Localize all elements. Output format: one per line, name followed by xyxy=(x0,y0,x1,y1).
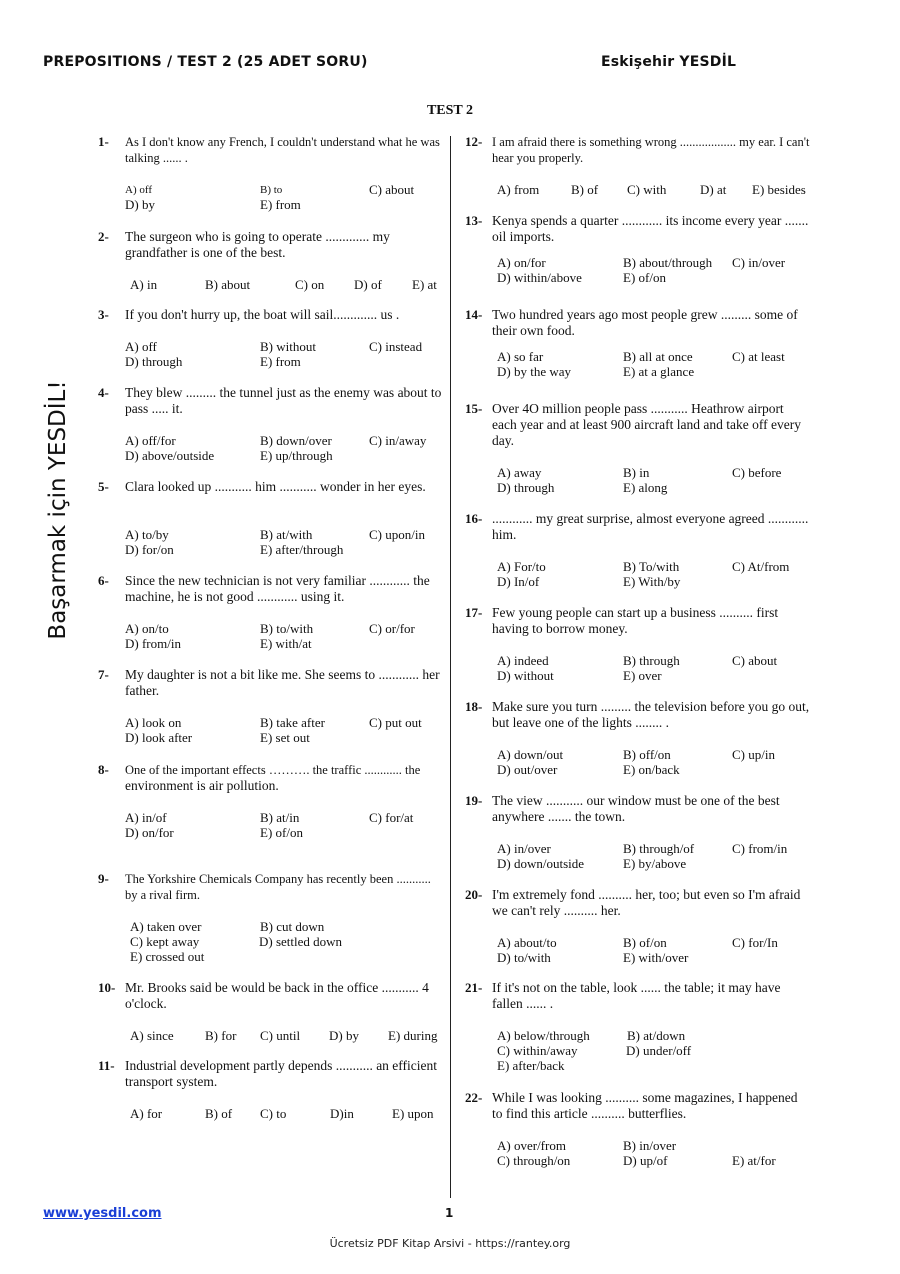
question-number: 16- xyxy=(465,511,483,526)
answer-option-e[interactable]: E) after/back xyxy=(497,1058,565,1073)
question-text: I'm extremely fond .......... her, too; but even so I'm afraid we can't rely .......... her. xyxy=(492,887,801,918)
question-text: Two hundred years ago most people grew ......... some of their own food. xyxy=(492,307,798,338)
answer-option-c[interactable]: C) from/in xyxy=(732,841,788,856)
answer-option-c[interactable]: C) for/In xyxy=(732,935,778,950)
question-text: Since the new technician is not very familiar ............ the machine, he is not good ............ using it. xyxy=(125,573,430,604)
answer-option-a[interactable]: A) on/for xyxy=(497,255,546,270)
answer-option-d[interactable]: D) up/of xyxy=(623,1153,668,1168)
answer-option-b[interactable]: B) to/with xyxy=(260,621,314,636)
answer-option-e[interactable]: E) at/for xyxy=(732,1153,776,1168)
answer-option-d[interactable]: D) settled down xyxy=(259,934,343,949)
answer-option-c[interactable]: C) in/away xyxy=(369,433,427,448)
question-text: Kenya spends a quarter ............ its income every year ....... oil imports. xyxy=(492,213,809,244)
answer-option-c[interactable]: C) at least xyxy=(732,349,785,364)
answer-option-e[interactable]: E) from xyxy=(260,197,301,212)
answer-option-b[interactable]: B) for xyxy=(205,1028,237,1043)
test-title: TEST 2 xyxy=(426,103,474,118)
answer-option-d[interactable]: D) without xyxy=(497,668,554,683)
answer-option-c[interactable]: C) about xyxy=(732,653,778,668)
question-10 xyxy=(98,980,443,1043)
answer-option-e[interactable]: E) by/above xyxy=(623,856,687,871)
answer-option-b[interactable]: B) in xyxy=(623,465,650,480)
answer-option-c[interactable]: C) instead xyxy=(369,339,423,354)
answer-option-b[interactable]: B) off/on xyxy=(623,747,671,762)
question-text: As I don't know any French, I couldn't understand what he was talking ...... . xyxy=(125,135,440,165)
answer-option-d[interactable]: D) from/in xyxy=(125,636,181,651)
answer-option-c[interactable]: C) put out xyxy=(369,715,422,730)
question-1 xyxy=(98,134,443,212)
answer-option-c[interactable]: C) in/over xyxy=(732,255,786,270)
question-13 xyxy=(465,213,810,285)
website-link[interactable]: www.yesdil.com xyxy=(43,1206,162,1221)
answer-option-c[interactable]: C) before xyxy=(732,465,782,480)
question-20 xyxy=(465,887,810,965)
answer-option-e[interactable]: E) upon xyxy=(392,1106,434,1121)
question-text: One of the important effects ………. the traffic ............ the xyxy=(125,763,421,777)
answer-option-d[interactable]: D) through xyxy=(497,480,555,495)
question-number: 21- xyxy=(465,980,483,995)
answer-option-e[interactable]: E) with/over xyxy=(623,950,689,965)
answer-option-b[interactable]: B) of xyxy=(205,1106,233,1121)
answer-option-c[interactable]: C) until xyxy=(260,1028,301,1043)
question-number: 19- xyxy=(465,793,483,808)
answer-option-e[interactable]: E) at a glance xyxy=(623,364,695,379)
answer-option-a[interactable]: A) taken over xyxy=(130,919,202,934)
document-header-title: PREPOSITIONS / TEST 2 (25 ADET SORU) xyxy=(43,54,368,70)
answer-option-e[interactable]: E) with/at xyxy=(260,636,312,651)
question-text: Few young people can start up a business .......... first having to borrow money. xyxy=(492,605,779,636)
answer-option-b[interactable]: B) to xyxy=(260,184,283,196)
question-4 xyxy=(98,385,443,463)
answer-option-b[interactable]: B) at/in xyxy=(260,810,300,825)
answer-option-e[interactable]: E) set out xyxy=(260,730,310,745)
question-8 xyxy=(98,762,443,840)
answer-option-b[interactable]: B) take after xyxy=(260,715,325,730)
question-number: 15- xyxy=(465,401,483,416)
question-number: 17- xyxy=(465,605,483,620)
question-number: 6- xyxy=(98,573,109,588)
answer-option-b[interactable]: B) down/over xyxy=(260,433,332,448)
question-text: Mr. Brooks said be would be back in the office ........... 4 o'clock. xyxy=(125,980,429,1011)
answer-option-c[interactable]: C) kept away xyxy=(130,934,200,949)
answer-option-a[interactable]: A) indeed xyxy=(497,653,549,668)
answer-option-e[interactable]: E) during xyxy=(388,1028,438,1043)
question-text: I am afraid there is something wrong .................. my ear. I can't hear you properly. xyxy=(492,135,810,165)
answer-option-e[interactable]: E) at xyxy=(412,277,437,292)
question-text: My daughter is not a bit like me. She seems to ............ her father. xyxy=(125,667,440,698)
answer-option-d[interactable]: D) for/on xyxy=(125,542,174,557)
question-text: If you don't hurry up, the boat will sail............. us . xyxy=(125,307,400,322)
answer-option-e[interactable]: E) of/on xyxy=(260,825,303,840)
answer-option-b[interactable]: B) through xyxy=(623,653,680,668)
answer-option-b[interactable]: B) To/with xyxy=(623,559,680,574)
answer-option-c[interactable]: C) At/from xyxy=(732,559,790,574)
answer-option-d[interactable]: D) out/over xyxy=(497,762,558,777)
document-header-publisher: Eskişehir YESDİL xyxy=(601,54,737,70)
answer-option-e[interactable]: E) on/back xyxy=(623,762,680,777)
question-number: 10- xyxy=(98,980,116,995)
answer-option-c[interactable]: C) for/at xyxy=(369,810,414,825)
question-3 xyxy=(98,307,443,369)
answer-option-b[interactable]: B) about/through xyxy=(623,255,713,270)
answer-option-b[interactable]: B) of/on xyxy=(623,935,667,950)
question-12 xyxy=(465,134,810,197)
answer-option-e[interactable]: E) crossed out xyxy=(130,949,205,964)
answer-option-e[interactable]: E) of/on xyxy=(623,270,666,285)
question-text: Clara looked up ........... him ........... wonder in her eyes. xyxy=(125,479,426,494)
answer-option-a[interactable]: A) below/through xyxy=(497,1028,590,1043)
question-21 xyxy=(465,980,810,1073)
answer-option-d[interactable]: D) at xyxy=(700,182,727,197)
question-text: Make sure you turn ......... the television before you go out, but leave one of the lights ........ . xyxy=(492,699,810,730)
question-text: While I was looking .......... some magazines, I happened to find this article .......... butterflies. xyxy=(492,1090,798,1121)
answer-option-d[interactable]: D) of xyxy=(354,277,382,292)
question-text: Industrial development partly depends ........... an efficient transport system. xyxy=(125,1058,438,1089)
question-text-continued: environment is air pollution. xyxy=(125,778,279,793)
answer-option-c[interactable]: C) with xyxy=(627,182,667,197)
question-number: 11- xyxy=(98,1058,115,1073)
page-number: 1 xyxy=(445,1206,454,1220)
question-text: Over 4O million people pass ........... Heathrow airport each year and at least 900 aircraft land and take off every day. xyxy=(492,401,801,448)
question-11 xyxy=(98,1058,443,1121)
answer-option-a[interactable]: A) off xyxy=(125,184,152,196)
question-6 xyxy=(98,573,443,651)
question-text: The surgeon who is going to operate ............. my grandfather is one of the best. xyxy=(125,229,390,260)
answer-option-d[interactable]: D) to/with xyxy=(497,950,551,965)
answer-option-a[interactable]: A) on/to xyxy=(125,621,169,636)
answer-option-a[interactable]: A) away xyxy=(497,465,542,480)
question-14 xyxy=(465,307,810,379)
question-5 xyxy=(98,479,443,557)
question-number: 1- xyxy=(98,134,109,149)
answer-option-e[interactable]: E) along xyxy=(623,480,668,495)
question-number: 20- xyxy=(465,887,483,902)
answer-option-b[interactable]: B) at/with xyxy=(260,527,313,542)
answer-option-a[interactable]: A) from xyxy=(497,182,540,197)
answer-option-a[interactable]: A) down/out xyxy=(497,747,564,762)
question-text: The view ........... our window must be one of the best anywhere ....... the town. xyxy=(492,793,780,824)
answer-option-d[interactable]: D) by the way xyxy=(497,364,572,379)
answer-option-e[interactable]: E) over xyxy=(623,668,662,683)
question-text: They blew ......... the tunnel just as the enemy was about to pass ..... it. xyxy=(125,385,442,416)
question-2 xyxy=(98,229,443,292)
answer-option-b[interactable]: B) cut down xyxy=(260,919,325,934)
question-number: 12- xyxy=(465,134,483,149)
answer-option-c[interactable]: C) upon/in xyxy=(369,527,425,542)
answer-option-d[interactable]: D) within/above xyxy=(497,270,582,285)
answer-option-a[interactable]: A) in/over xyxy=(497,841,551,856)
question-16 xyxy=(465,511,810,589)
answer-option-d[interactable]: D) on/for xyxy=(125,825,174,840)
answer-option-e[interactable]: E) up/through xyxy=(260,448,333,463)
footer-note: Ücretsiz PDF Kitap Arsivi - https://rantey.org xyxy=(329,1237,571,1250)
answer-option-b[interactable]: B) through/of xyxy=(623,841,695,856)
answer-option-a[interactable]: A) about/to xyxy=(497,935,557,950)
question-number: 14- xyxy=(465,307,483,322)
answer-option-a[interactable]: A) for xyxy=(130,1106,163,1121)
answer-option-c[interactable]: C) or/for xyxy=(369,621,415,636)
answer-option-e[interactable]: E) after/through xyxy=(260,542,344,557)
answer-option-e[interactable]: E) from xyxy=(260,354,301,369)
question-number: 22- xyxy=(465,1090,483,1105)
answer-option-b[interactable]: B) of xyxy=(571,182,599,197)
answer-option-d[interactable]: D) look after xyxy=(125,730,193,745)
answer-option-a[interactable]: A) to/by xyxy=(125,527,169,542)
question-9 xyxy=(98,871,443,964)
column-divider xyxy=(450,136,451,1198)
question-22 xyxy=(465,1090,810,1168)
question-17 xyxy=(465,605,810,683)
answer-option-c[interactable]: C) within/away xyxy=(497,1043,578,1058)
question-number: 5- xyxy=(98,479,109,494)
answer-option-a[interactable]: A) For/to xyxy=(497,559,546,574)
answer-option-d[interactable]: D)in xyxy=(330,1106,354,1121)
answer-option-c[interactable]: C) up/in xyxy=(732,747,775,762)
answer-option-d[interactable]: D) by xyxy=(329,1028,359,1043)
question-15 xyxy=(465,401,810,495)
answer-option-b[interactable]: B) about xyxy=(205,277,251,292)
answer-option-c[interactable]: C) through/on xyxy=(497,1153,571,1168)
question-text: If it's not on the table, look ...... the table; it may have fallen ...... . xyxy=(492,980,781,1011)
answer-option-b[interactable]: B) in/over xyxy=(623,1138,677,1153)
question-number: 3- xyxy=(98,307,109,322)
answer-option-b[interactable]: B) all at once xyxy=(623,349,693,364)
answer-option-a[interactable]: A) off/for xyxy=(125,433,176,448)
question-number: 4- xyxy=(98,385,109,400)
answer-option-d[interactable]: D) under/off xyxy=(626,1043,692,1058)
answer-option-a[interactable]: A) in/of xyxy=(125,810,167,825)
answer-option-a[interactable]: A) over/from xyxy=(497,1138,566,1153)
side-slogan-text: Başarmak için YESDİL! xyxy=(45,380,71,640)
question-number: 8- xyxy=(98,762,109,777)
question-text: ............ my great surprise, almost everyone agreed ............ him. xyxy=(492,511,809,542)
answer-option-d[interactable]: D) In/of xyxy=(497,574,540,589)
answer-option-d[interactable]: D) above/outside xyxy=(125,448,215,463)
answer-option-a[interactable]: A) off xyxy=(125,339,157,354)
answer-option-d[interactable]: D) through xyxy=(125,354,183,369)
question-number: 7- xyxy=(98,667,109,682)
answer-option-d[interactable]: D) down/outside xyxy=(497,856,585,871)
question-number: 9- xyxy=(98,871,109,886)
question-7 xyxy=(98,667,443,745)
answer-option-a[interactable]: A) so far xyxy=(497,349,544,364)
question-text: The Yorkshire Chemicals Company has recently been ........... by a rival firm. xyxy=(125,872,431,902)
answer-option-e[interactable]: E) With/by xyxy=(623,574,681,589)
answer-option-a[interactable]: A) look on xyxy=(125,715,182,730)
answer-option-d[interactable]: D) by xyxy=(125,197,155,212)
answer-option-e[interactable]: E) besides xyxy=(752,182,806,197)
question-number: 2- xyxy=(98,229,109,244)
question-18 xyxy=(465,699,810,777)
question-19 xyxy=(465,793,810,871)
answer-option-b[interactable]: B) at/down xyxy=(627,1028,686,1043)
answer-option-c[interactable]: C) on xyxy=(295,277,325,292)
question-number: 13- xyxy=(465,213,483,228)
answer-option-a[interactable]: A) in xyxy=(130,277,158,292)
answer-option-a[interactable]: A) since xyxy=(130,1028,174,1043)
answer-option-b[interactable]: B) without xyxy=(260,339,316,354)
question-number: 18- xyxy=(465,699,483,714)
answer-option-c[interactable]: C) about xyxy=(369,182,415,197)
answer-option-c[interactable]: C) to xyxy=(260,1106,287,1121)
